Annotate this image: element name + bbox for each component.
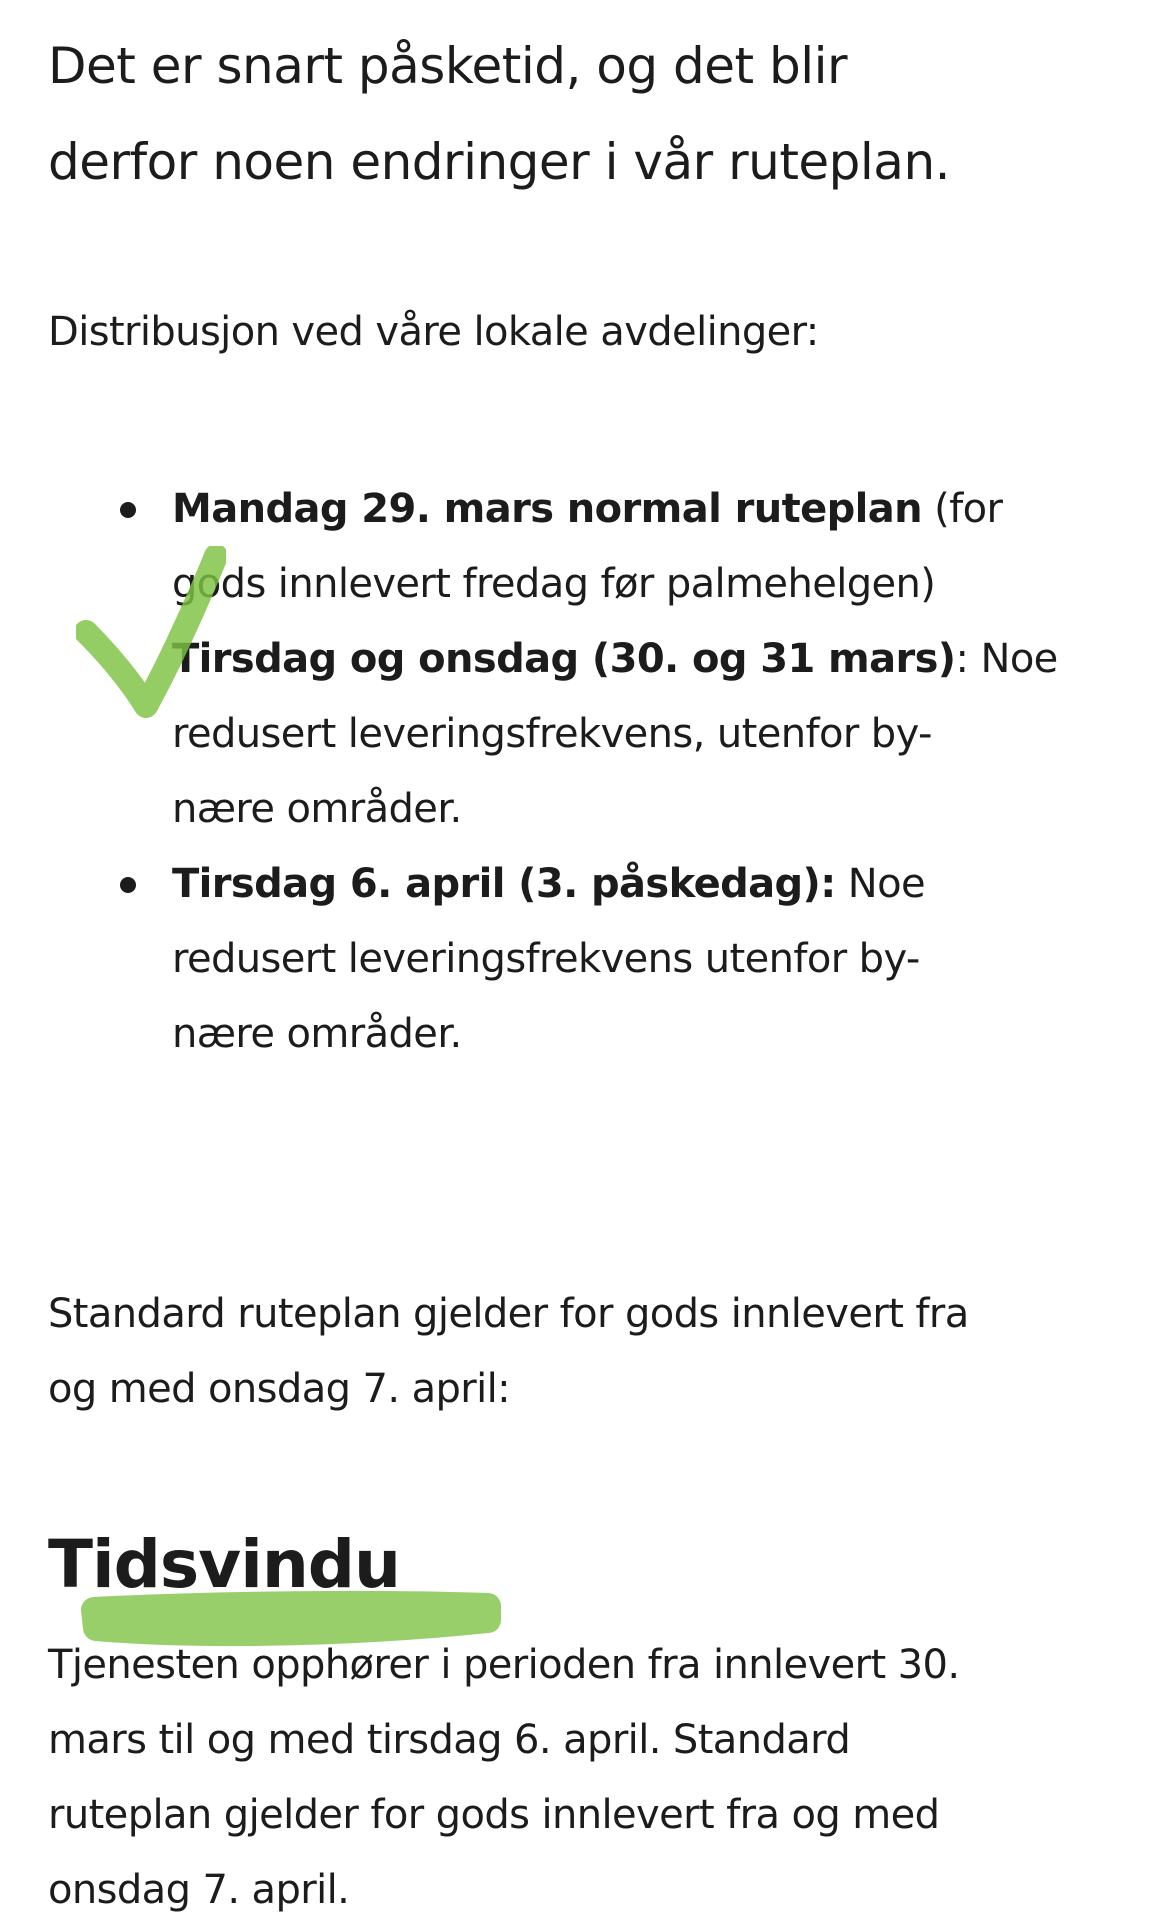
- section-heading: Tidsvindu: [48, 1526, 401, 1603]
- list-item-line: nære områder.: [172, 1011, 462, 1057]
- list-item-text: Noe: [835, 861, 925, 907]
- list-item-bold: Tirsdag og onsdag (30. og 31 mars): [172, 636, 956, 682]
- list-item-bold: Mandag 29. mars normal ruteplan: [172, 486, 923, 532]
- bullet-dot-icon: [120, 502, 136, 518]
- green-checkmark-icon: [76, 546, 226, 726]
- list-item-line: gods innlevert fredag før palmehelgen): [172, 561, 936, 607]
- list-item-bold: Tirsdag 6. april (3. påskedag):: [172, 861, 836, 907]
- green-highlighter-underline: [74, 1584, 508, 1656]
- section-body-line: onsdag 7. april.: [48, 1867, 350, 1913]
- list-item-line: nære områder.: [172, 786, 462, 832]
- bullet-dot-icon: [120, 877, 136, 893]
- list-item-line: redusert leveringsfrekvens utenfor by-: [172, 936, 920, 982]
- list-item: [48, 847, 1058, 1072]
- section-body-line: Tjenesten opphører i perioden fra innlevert 30.: [48, 1642, 960, 1688]
- note-line: Standard ruteplan gjelder for gods innlevert fra: [48, 1291, 969, 1337]
- list-item-text: (for: [922, 486, 1003, 532]
- intro-heading: [48, 18, 1128, 210]
- intro-line: Det er snart påsketid, og det blir: [48, 37, 848, 95]
- intro-line: derfor noen endringer i vår ruteplan.: [48, 133, 951, 191]
- list-item-text: : Noe: [955, 636, 1058, 682]
- distribution-label: Distribusjon ved våre lokale avdelinger:: [48, 309, 819, 355]
- section-body-line: mars til og med tirsdag 6. april. Standard: [48, 1717, 851, 1763]
- section-body: [48, 1628, 960, 1928]
- note-line: og med onsdag 7. april:: [48, 1366, 511, 1412]
- list-item-line: [172, 622, 1058, 697]
- standard-schedule-note: [48, 1277, 969, 1427]
- list-item-line: [172, 472, 1058, 547]
- section-body-line: ruteplan gjelder for gods innlevert fra og med: [48, 1792, 940, 1838]
- list-item-line: redusert leveringsfrekvens, utenfor by-: [172, 711, 932, 757]
- list-item-line: [172, 847, 1058, 922]
